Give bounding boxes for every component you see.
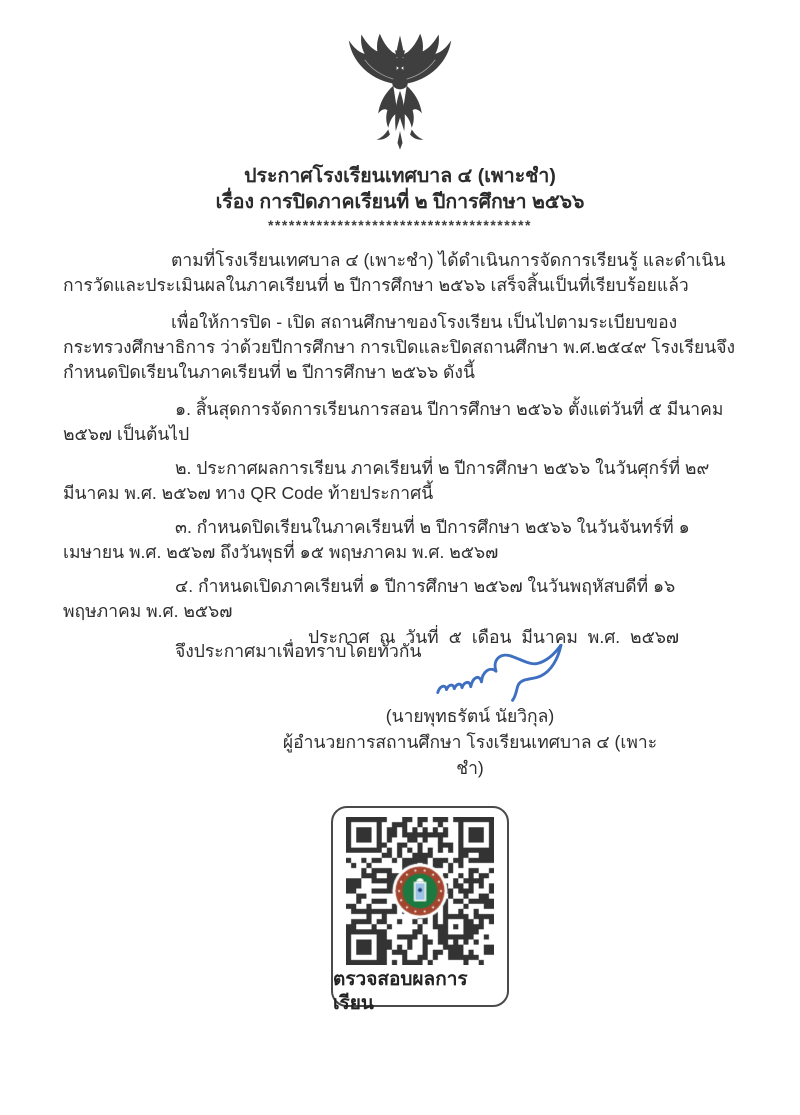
signature-ink bbox=[424, 644, 602, 710]
document-subject: เรื่อง การปิดภาคเรียนที่ ๒ ปีการศึกษา ๒๕๖๖ bbox=[215, 191, 585, 213]
signature-svg bbox=[424, 644, 602, 710]
item-3: ๓. กำหนดปิดเรียนในภาคเรียนที่ ๒ ปีการศึกษา ๒๕๖๖ ในวันจันทร์ที่ ๑ เมษายน พ.ศ. ๒๕๖๗ ถึงวันพุธที่ ๑๕ พฤษภาคม พ.ศ. ๒๕๖๗ bbox=[63, 517, 690, 562]
paragraph-2: เพื่อให้การปิด - เปิด สถานศึกษาของโรงเรียน เป็นไปตามระเบียบของกระทรวงศึกษาธิการ ว่าด้วยปีการศึกษา การเปิดและปิดสถานศึกษา พ.ศ.๒๕๔๙ โรงเรียนจึงกำหนดปิดเรียนในภาคเรียนที่ ๒ ปีการศึกษา ๒๕๖๖ ดังนี้ bbox=[63, 312, 736, 382]
qr-code-panel bbox=[331, 806, 509, 1014]
garuda-emblem-svg bbox=[330, 32, 470, 158]
qr-code bbox=[346, 817, 494, 965]
document-body bbox=[63, 248, 739, 664]
signer-name: (นายพุทธรัตน์ นัยวิกุล) bbox=[385, 706, 555, 726]
item-4: ๔. กำหนดเปิดภาคเรียนที่ ๑ ปีการศึกษา ๒๕๖๗ ในวันพฤหัสบดีที่ ๑๖ พฤษภาคม พ.ศ. ๒๕๖๗ bbox=[63, 576, 676, 621]
closing-line: จึงประกาศมาเพื่อทราบโดยทั่วกัน bbox=[175, 641, 422, 661]
qr-caption: ตรวจสอบผลการเรียน bbox=[333, 969, 468, 1014]
garuda-emblem bbox=[330, 32, 470, 158]
announcement-date-line: ประกาศ ณ วันที่ ๕ เดือน มีนาคม พ.ศ. ๒๕๖๗ bbox=[308, 627, 680, 647]
item-2: ๒. ประกาศผลการเรียน ภาคเรียนที่ ๒ ปีการศึกษา ๒๕๖๖ ในวันศุกร์ที่ ๒๙ มีนาคม พ.ศ. ๒๕๖๗ ทาง QR Code ท้ายประกาศนี้ bbox=[63, 458, 710, 503]
document-title: ประกาศโรงเรียนเทศบาล ๔ (เพาะชำ) bbox=[244, 165, 556, 187]
signer-block bbox=[280, 703, 660, 781]
asterisk-divider: ************************************** bbox=[267, 217, 533, 233]
item-1: ๑. สิ้นสุดการจัดการเรียนการสอน ปีการศึกษา ๒๕๖๖ ตั้งแต่วันที่ ๕ มีนาคม ๒๕๖๗ เป็นต้นไป bbox=[63, 399, 724, 444]
title-block bbox=[0, 163, 800, 234]
signer-title: ผู้อำนวยการสถานศึกษา โรงเรียนเทศบาล ๔ (เพาะชำ) bbox=[282, 732, 658, 778]
paragraph-1: ตามที่โรงเรียนเทศบาล ๔ (เพาะชำ) ได้ดำเนินการจัดการเรียนรู้ และดำเนินการวัดและประเมินผลในภาคเรียนที่ ๒ ปีการศึกษา ๒๕๖๖ เสร็จสิ้นเป็นที่เรียบร้อยแล้ว bbox=[63, 250, 726, 295]
